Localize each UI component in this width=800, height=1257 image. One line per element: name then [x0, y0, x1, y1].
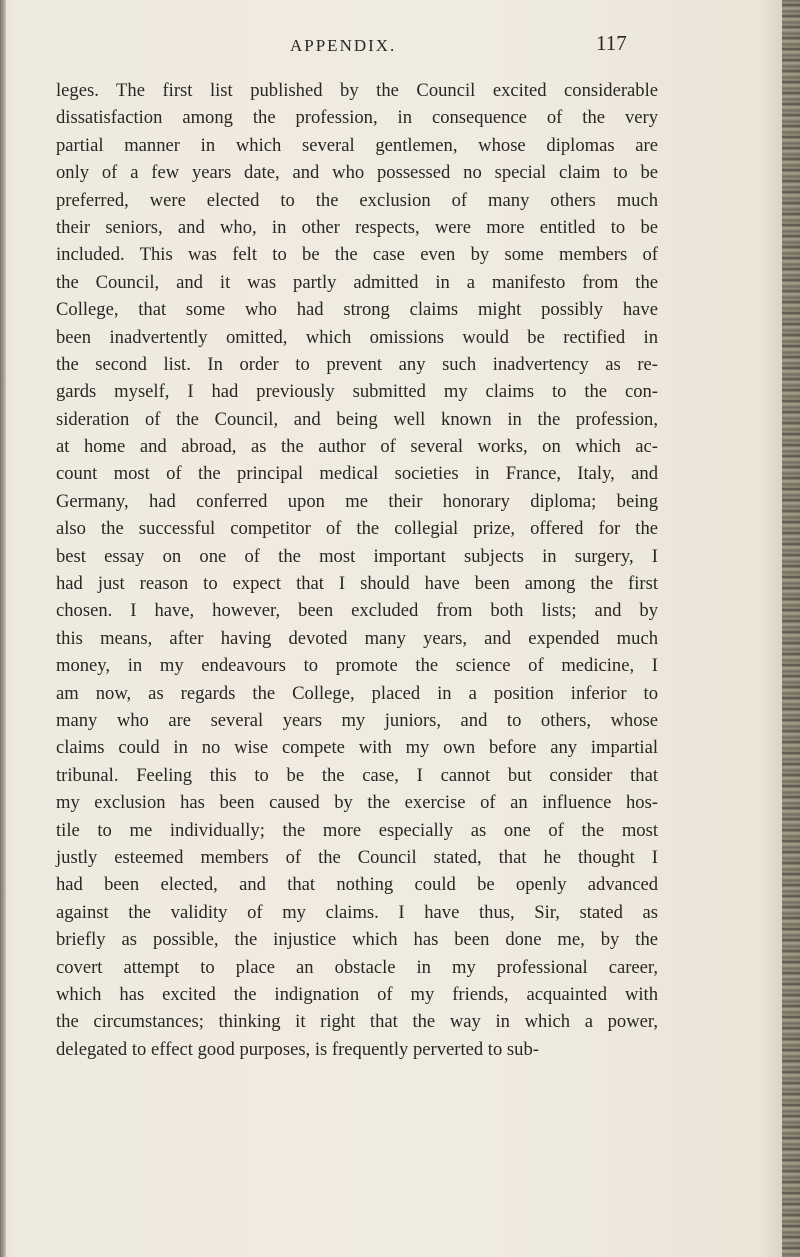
text-line: tribunal. Feeling this to be the case, I cannot but consider that [56, 764, 658, 786]
page-header [0, 28, 800, 58]
text-line: against the validity of my claims. I have thus, Sir, stated as [56, 901, 658, 923]
text-line: claims could in no wise compete with my own before any impartial [56, 737, 658, 759]
text-line: briefly as possible, the injustice which has been done me, by the [56, 929, 658, 951]
page-gutter-shadow [0, 0, 6, 1257]
body-text [56, 77, 658, 1063]
page-fore-edge [782, 0, 800, 1257]
text-line: their seniors, and who, in other respects, were more entitled to be [56, 216, 658, 238]
text-line: tile to me individually; the more especially as one of the most [56, 819, 658, 841]
text-line: justly esteemed members of the Council stated, that he thought I [56, 846, 658, 868]
running-head: APPENDIX. [290, 36, 397, 55]
text-line: sideration of the Council, and being well known in the profession, [56, 408, 658, 430]
text-line: only of a few years date, and who possessed no special claim to be [56, 162, 658, 184]
text-line: chosen. I have, however, been excluded from both lists; and by [56, 600, 658, 622]
text-line: gards myself, I had previously submitted my claims to the con- [56, 381, 658, 403]
text-line: delegated to effect good purposes, is frequently perverted to sub- [56, 1038, 539, 1060]
text-line: at home and abroad, as the author of several works, on which ac- [56, 436, 658, 458]
text-line: many who are several years my juniors, and to others, whose [56, 709, 658, 731]
text-line: partial manner in which several gentlemen, whose diplomas are [56, 134, 658, 156]
text-line: this means, after having devoted many years, and expended much [56, 627, 658, 649]
text-line: preferred, were elected to the exclusion of many others much [56, 189, 658, 211]
text-line: covert attempt to place an obstacle in my professional career, [56, 956, 658, 978]
text-line: had just reason to expect that I should have been among the first [56, 573, 658, 595]
text-line: am now, as regards the College, placed in a position inferior to [56, 682, 658, 704]
text-line: the Council, and it was partly admitted in a manifesto from the [56, 271, 658, 293]
text-line: money, in my endeavours to promote the science of medicine, I [56, 655, 658, 677]
text-line: College, that some who had strong claims might possibly have [56, 299, 658, 321]
text-line: best essay on one of the most important subjects in surgery, I [56, 545, 658, 567]
text-line: the circumstances; thinking it right that the way in which a power, [56, 1011, 658, 1033]
text-line: dissatisfaction among the profession, in consequence of the very [56, 107, 658, 129]
text-line: had been elected, and that nothing could be openly advanced [56, 874, 658, 896]
text-line: leges. The first list published by the Council excited considerable [56, 80, 658, 101]
text-line: included. This was felt to be the case even by some members of [56, 244, 658, 266]
text-line: count most of the principal medical societies in France, Italy, and [56, 463, 658, 485]
page-number: 117 [596, 31, 627, 55]
text-line: also the successful competitor of the collegial prize, offered for the [56, 518, 658, 540]
text-line: the second list. In order to prevent any such inadvertency as re- [56, 353, 658, 375]
text-line: been inadvertently omitted, which omissions would be rectified in [56, 326, 658, 348]
text-line: Germany, had conferred upon me their honorary diploma; being [56, 490, 658, 512]
text-line: which has excited the indignation of my friends, acquainted with [56, 983, 658, 1005]
text-line: my exclusion has been caused by the exercise of an influence hos- [56, 792, 658, 814]
